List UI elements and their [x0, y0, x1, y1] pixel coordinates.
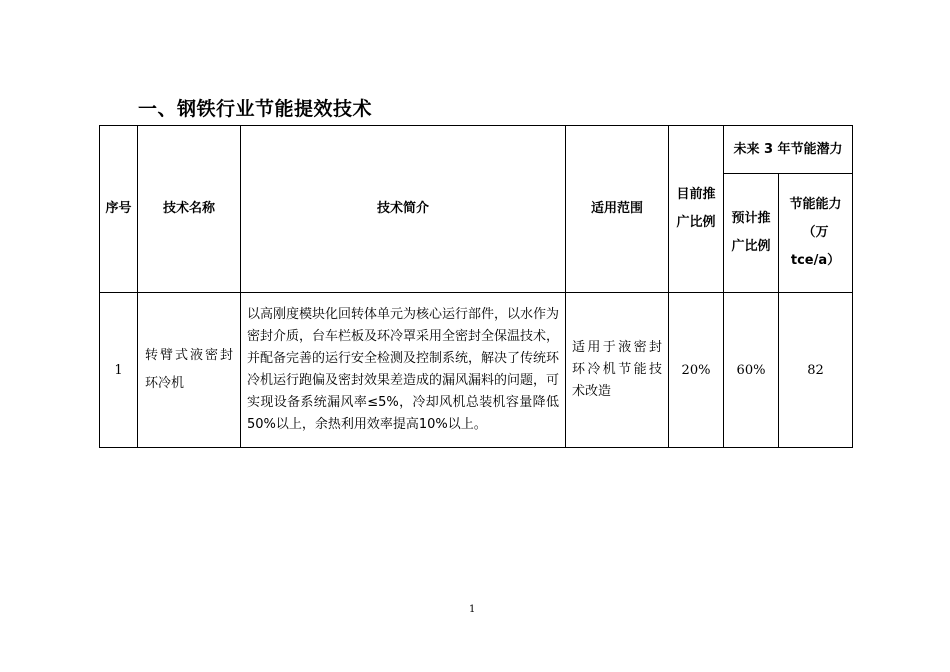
header-current-ratio: 目前推广比例	[669, 126, 724, 293]
cell-seq: 1	[100, 293, 138, 448]
header-saving-capacity: 节能能力（万tce/a）	[779, 174, 853, 293]
cell-scope: 适用于液密封环冷机节能技术改造	[566, 293, 669, 448]
cell-saving-capacity: 82	[779, 293, 853, 448]
technology-table	[99, 125, 853, 448]
header-seq: 序号	[100, 126, 138, 293]
table-row	[100, 293, 853, 448]
cell-tech-name: 转臂式液密封环冷机	[138, 293, 241, 448]
page-number: 1	[469, 604, 476, 615]
header-scope: 适用范围	[566, 126, 669, 293]
header-future-potential: 未来 3 年节能潜力	[724, 126, 853, 174]
cell-current-ratio: 20%	[669, 293, 724, 448]
header-row-1	[100, 126, 853, 174]
header-tech-name: 技术名称	[138, 126, 241, 293]
header-expected-ratio: 预计推广比例	[724, 174, 779, 293]
cell-expected-ratio: 60%	[724, 293, 779, 448]
cell-tech-intro: 以高刚度模块化回转体单元为核心运行部件，以水作为密封介质，台车栏板及环冷罩采用全密封全保温技术，并配备完善的运行安全检测及控制系统，解决了传统环冷机运行跑偏及密封效果差造成的漏风漏料的问题，可实现设备系统漏风率≤5%，冷却风机总装机容量降低 50%以上，余热利用效率提高10%以上。	[241, 293, 566, 448]
section-heading: 一、钢铁行业节能提效技术	[138, 98, 373, 120]
header-tech-intro: 技术简介	[241, 126, 566, 293]
